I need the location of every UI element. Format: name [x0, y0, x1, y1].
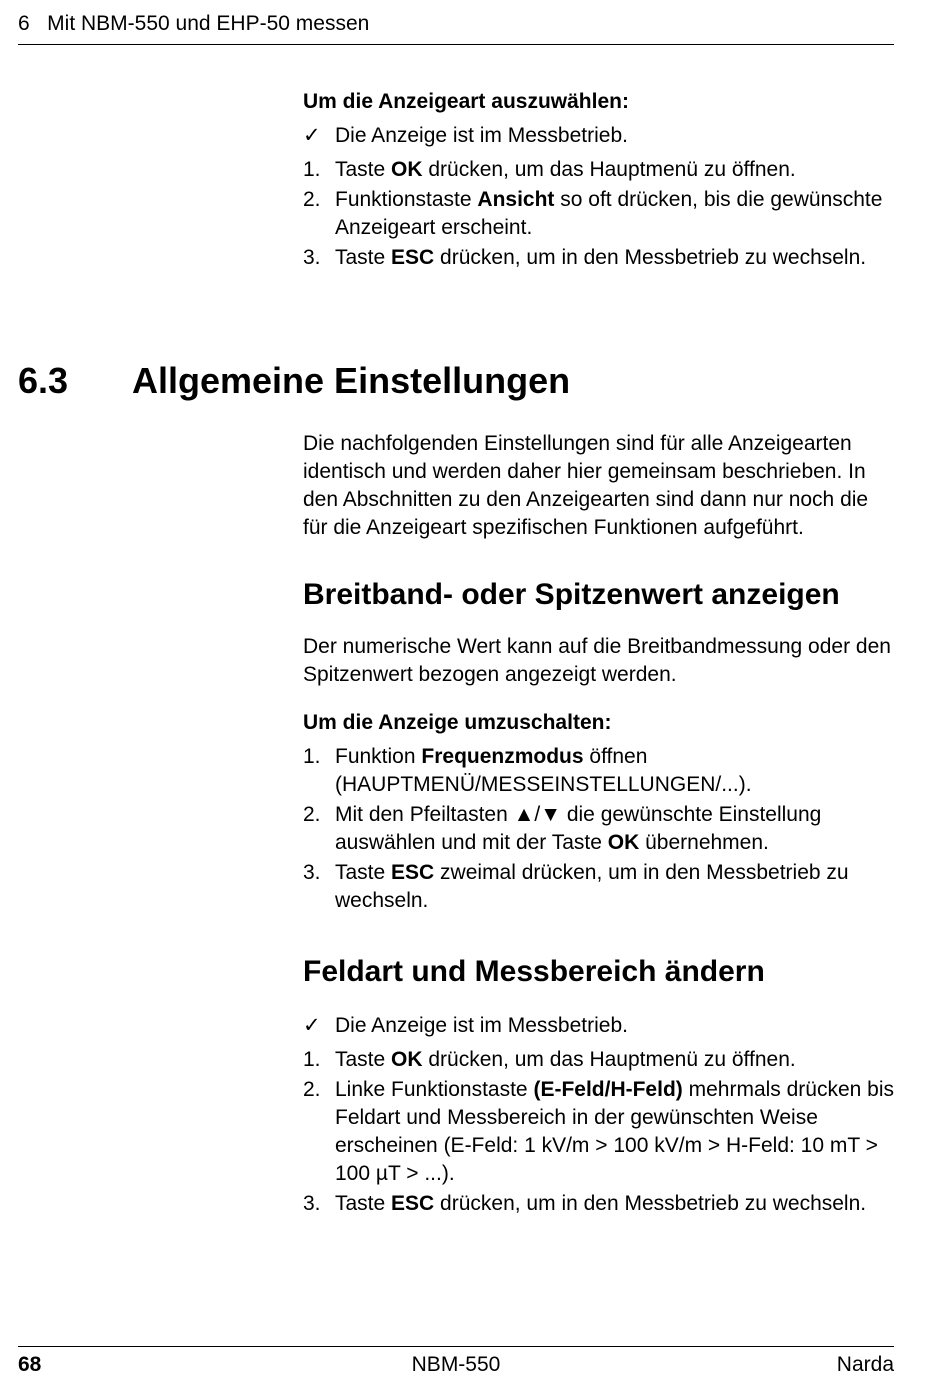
- page-footer: [18, 1346, 894, 1387]
- section-number: 6.3: [18, 360, 69, 401]
- view-select-lead: Um die Anzeigeart auszuwählen:: [303, 90, 629, 113]
- precondition: ✓ Die Anzeige ist im Messbetrieb.: [303, 1012, 898, 1040]
- step-item: 1. Taste OK drücken, um das Hauptmenü zu öffnen.: [303, 158, 796, 181]
- step-item: 2. Mit den Pfeiltasten ▲/▼ die gewünschte Einstellung auswählen und mit der Taste OK übernehmen.: [303, 803, 822, 854]
- header-text: 6 Mit NBM-550 und EHP-50 messen: [18, 12, 370, 35]
- step-item: 1. Taste OK drücken, um das Hauptmenü zu öffnen.: [303, 1048, 796, 1071]
- intro-block: [303, 430, 898, 542]
- page-header: [18, 10, 894, 45]
- toggle-lead: Um die Anzeige umzuschalten:: [303, 711, 612, 734]
- step-item: 3. Taste ESC drücken, um in den Messbetrieb zu wechseln.: [303, 246, 867, 269]
- view-select-block: [303, 88, 898, 272]
- subsection-title: Breitband- oder Spitzenwert anzeigen: [303, 578, 840, 611]
- footer-page-number: 68: [18, 1353, 42, 1376]
- field-type-block: [303, 954, 898, 1218]
- section-title: Allgemeine Einstellungen: [132, 360, 571, 401]
- checkmark-icon: ✓: [303, 124, 321, 147]
- checkmark-icon: ✓: [303, 1014, 321, 1037]
- footer-brand: Narda: [836, 1353, 894, 1376]
- step-item: 2. Linke Funktionstaste (E-Feld/H-Feld) mehrmals drücken bis Feldart und Messbereich in der gewünschten Weise erscheinen (E-Feld: 1 kV/m > 100 kV/m > H-Feld: 10 mT > 100 µT > ...).: [303, 1078, 895, 1185]
- peak-value-block: [303, 577, 898, 915]
- footer-product: NBM-550: [411, 1353, 501, 1376]
- precondition: ✓ Die Anzeige ist im Messbetrieb.: [303, 122, 898, 150]
- step-item: 3. Taste ESC drücken, um in den Messbetrieb zu wechseln.: [303, 1192, 867, 1215]
- step-item: 1. Funktion Frequenzmodus öffnen (HAUPTMENÜ/MESSEINSTELLUNGEN/...).: [303, 745, 752, 796]
- step-item: 2. Funktionstaste Ansicht so oft drücken, bis die gewünschte Anzeigeart erscheint.: [303, 188, 883, 239]
- intro-text: Die nachfolgenden Einstellungen sind für alle Anzeigearten identisch und werden daher hier gemeinsam beschrieben. In den Abschnitten zu den Anzeigearten sind dann nur noch die für die Anzeigeart spezifischen Funktionen aufgeführt.: [303, 432, 869, 539]
- subsection-title: Feldart und Messbereich ändern: [303, 955, 765, 988]
- subsection-text: Der numerische Wert kann auf die Breitbandmessung oder den Spitzenwert bezogen angezeigt werden.: [303, 635, 891, 686]
- step-item: 3. Taste ESC zweimal drücken, um in den Messbetrieb zu wechseln.: [303, 861, 849, 912]
- section-heading: [18, 360, 570, 402]
